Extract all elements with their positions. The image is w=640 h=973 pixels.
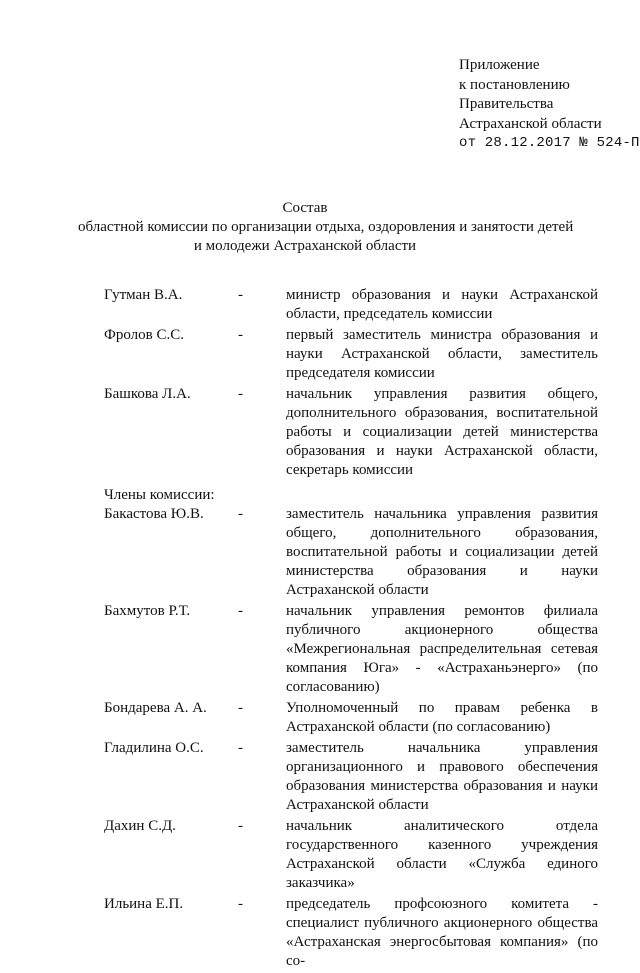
list-item xyxy=(104,739,598,815)
list-item xyxy=(104,505,598,600)
member-dash: - xyxy=(238,740,243,756)
appendix-line-2: к постановлению xyxy=(459,76,570,93)
list-item xyxy=(104,699,598,737)
member-name: Гладилина О.С. xyxy=(104,740,204,756)
member-role: заместитель начальника управления организационного и правового обеспечения образования министерства образования и науки Астраханской области xyxy=(286,740,598,813)
list-item xyxy=(104,817,598,893)
member-role: Уполномоченный по правам ребенка в Астраханской области (по согласованию) xyxy=(286,700,598,735)
member-name: Гутман В.А. xyxy=(104,287,183,303)
appendix-line-3: Правительства xyxy=(459,96,554,112)
document-title xyxy=(78,199,574,256)
member-role: министр образования и науки Астраханской области, председатель комиссии xyxy=(286,287,598,322)
member-dash: - xyxy=(238,700,243,716)
member-name: Башкова Л.А. xyxy=(104,386,191,402)
list-item xyxy=(104,286,598,324)
list-item xyxy=(104,895,598,971)
member-dash: - xyxy=(238,818,243,834)
member-dash: - xyxy=(238,327,243,343)
member-dash: - xyxy=(238,287,243,303)
member-dash: - xyxy=(238,506,243,522)
member-dash: - xyxy=(238,386,243,402)
member-role: начальник управления развития общего, дополнительного образования, воспитательной работы и социализации детей министерства образования и науки Астраханской области, секретарь комиссии xyxy=(286,386,598,478)
appendix-line-4: Астраханской области xyxy=(459,115,602,132)
title-line-1: Состав xyxy=(282,200,328,216)
member-name: Дахин С.Д. xyxy=(104,818,176,834)
appendix-header xyxy=(459,56,640,154)
member-role: начальник аналитического отдела государственного казенного учреждения Астраханской области «Служба единого заказчика» xyxy=(286,818,598,891)
appendix-line-1: Приложение xyxy=(459,57,540,73)
commission-list xyxy=(104,286,598,973)
title-line-2: областной комиссии по организации отдыха, оздоровления и занятости детей xyxy=(78,219,574,235)
member-dash: - xyxy=(238,603,243,619)
member-name: Фролов С.С. xyxy=(104,327,184,343)
member-name: Бакастова Ю.В. xyxy=(104,506,204,522)
member-role: председатель профсоюзного комитета - специалист публичного акционерного общества «Астраханская энергосбытовая компания» (по со- xyxy=(286,896,598,969)
member-role: заместитель начальника управления развития общего, дополнительного образования, воспитательной работы и социализации детей министерства образования и науки Астраханской области xyxy=(286,506,598,598)
member-name: Ильина Е.П. xyxy=(104,896,184,912)
member-role: начальник управления ремонтов филиала публичного акционерного общества «Межрегиональная распределительная сетевая компания Юга» - «Астраханьэнерго» (по согласованию) xyxy=(286,603,598,695)
appendix-date-number: от 28.12.2017 № 524-П xyxy=(459,135,640,151)
list-item xyxy=(104,602,598,697)
members-label: Члены комиссии: xyxy=(104,487,215,503)
title-line-3: и молодежи Астраханской области xyxy=(193,238,417,254)
member-role: первый заместитель министра образования и науки Астраханской области, заместитель председателя комиссии xyxy=(286,327,598,381)
list-item xyxy=(104,326,598,383)
member-dash: - xyxy=(238,896,243,912)
list-item xyxy=(104,385,598,480)
member-name: Бахмутов Р.Т. xyxy=(104,603,191,619)
member-name: Бондарева А. А. xyxy=(104,700,207,716)
